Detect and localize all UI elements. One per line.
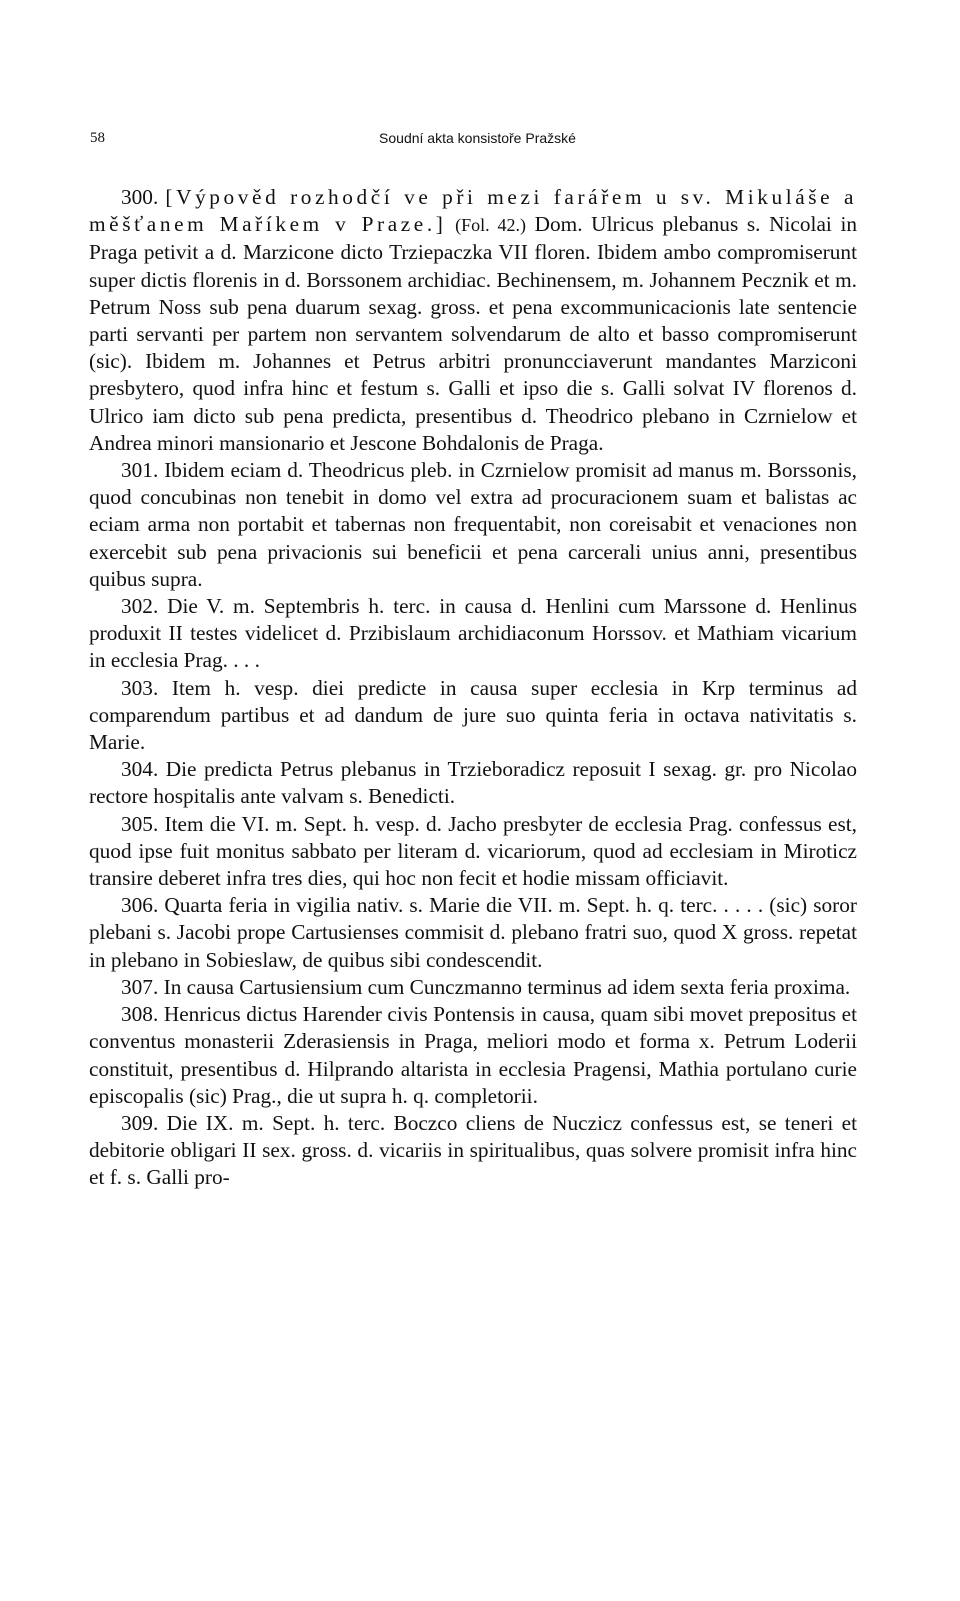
entry-307 xyxy=(89,974,857,1001)
entry-302 xyxy=(89,593,857,675)
entry-308 xyxy=(89,1001,857,1110)
entry-number: 300. xyxy=(121,185,159,209)
entry-number: 309. xyxy=(121,1110,159,1135)
page-number: 58 xyxy=(90,130,105,146)
entry-304 xyxy=(89,756,857,810)
entry-text: Dom. Ulricus plebanus s. Nicolai in Praga petivit a d. Marzicone dicto Trziepaczka VII floren. Ibidem ambo compromiserunt super dictis florenis in d. Borssonem archidiac. Bechinensem, m. Johannem Pecznik et m. Petrum Noss sub pena duarum sexag. gross. et pena excommunicacionis late sentencie parti servanti per partem non servantem solvendarum de alto et basso compromiserunt (sic). Ibidem m. Johannes et Petrus arbitri pronuncciaverunt mandantes Marziconi presbytero, quod infra hinc et festum s. Galli et ipso die s. Galli solvat IV florenos d. Ulrico iam dicto sub pena predicta, presentibus d. Theodrico plebano in Czrnielow et Andrea minori mansionario et Jescone Bohdalonis de Praga. xyxy=(89,212,858,455)
entry-text: Item die VI. m. Sept. h. vesp. d. Jacho presbyter de ecclesia Prag. confessus est, quod ipse fuit monitus sabbato per literam d. vicariorum, quod ad ecclesiam in Miroticz transire deberet infra tres dies, qui hoc non fecit et hodie missam officiavit. xyxy=(89,811,857,891)
entry-number: 308. xyxy=(121,1002,159,1027)
entry-text: Die V. m. Septembris h. terc. in causa d. Henlini cum Marssone d. Henlinus produxit II testes videlicet d. Przibislaum archidiaconum Horssov. et Mathiam vicarium in ecclesia Prag. . . . xyxy=(89,594,858,673)
entry-300 xyxy=(89,184,857,457)
entry-heading: [Výpověd rozhodčí ve při mezi farářem u sv. Mikuláše a měšťanem Maříkem v Praze.] xyxy=(89,185,857,237)
entry-text: Die IX. m. Sept. h. terc. Boczco cliens de Nuczicz confessus est, se teneri et debitorie obligari II sex. gross. d. vicariis in spiritualibus, quas solvere promisit infra hinc et f. s. Galli pro- xyxy=(89,1110,857,1190)
entry-number: 304. xyxy=(121,757,159,782)
entry-text: Ibidem eciam d. Theodricus pleb. in Czrnielow promisit ad manus m. Borssonis, quod concubinas non tenebit in domo vel extra ad procuracionem suam et balistas ac eciam arma non portabit et tabernas non frequentabit, non coreisabit et venaciones non exercebit sub pena privacionis sui beneficii et pena carcerali unius anni, presentibus quibus supra. xyxy=(89,458,858,591)
document-body xyxy=(89,184,857,1192)
entry-306 xyxy=(89,892,857,974)
entry-305 xyxy=(89,811,857,893)
running-title: Soudní akta konsistoře Pražské xyxy=(379,130,576,146)
entry-303 xyxy=(89,675,857,757)
folio-reference: (Fol. 42.) xyxy=(455,215,526,236)
entry-number: 305. xyxy=(121,811,159,836)
entry-text: Die predicta Petrus plebanus in Trzieboradicz reposuit I sexag. gr. pro Nicolao rectore hospitalis ante valvam s. Benedicti. xyxy=(89,757,857,809)
page-header xyxy=(90,130,865,150)
entry-number: 301. xyxy=(121,458,159,483)
entry-text: Henricus dictus Harender civis Pontensis in causa, quam sibi movet prepositus et conventus monasterii Zderasiensis in Praga, meliori modo et forma x. Petrum Loderii constituit, presentibus d. Hilprando altarista in ecclesia Pragensi, Mathia portulano curie episcopalis (sic) Prag., die ut supra h. q. completorii. xyxy=(89,1002,858,1108)
entry-text: Item h. vesp. diei predicte in causa super ecclesia in Krp terminus ad comparendum partibus et ad dandum de jure suo quinta feria in octava nativitatis s. Marie. xyxy=(89,675,857,755)
entry-number: 307. xyxy=(121,974,159,999)
entry-number: 302. xyxy=(121,594,159,619)
entry-309 xyxy=(89,1110,857,1192)
entry-number: 303. xyxy=(121,675,159,700)
entry-301 xyxy=(89,457,857,593)
entry-text: Quarta feria in vigilia nativ. s. Marie die VII. m. Sept. h. q. terc. . . . . (sic) soror plebani s. Jacobi prope Cartusienses commisit d. plebano fratri suo, quod X gross. repetat in plebano in Sobieslaw, de quibus sibi condescendit. xyxy=(89,893,857,972)
entry-text: In causa Cartusiensium cum Cunczmanno terminus ad idem sexta feria proxima. xyxy=(163,974,851,999)
entry-number: 306. xyxy=(121,893,159,918)
